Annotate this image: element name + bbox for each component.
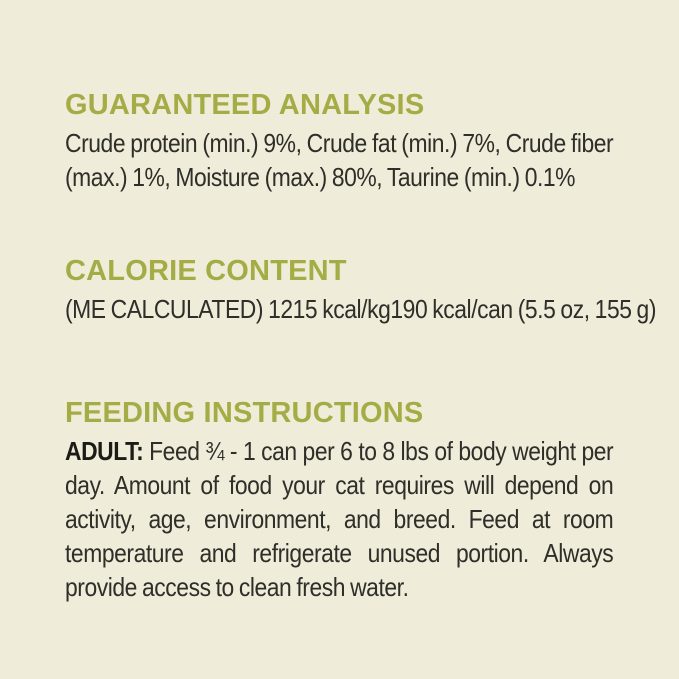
calorie-content-text: (ME CALCULATED) 1215 kcal/kg190 kcal/can (5.5 oz, 155 g): [65, 294, 657, 324]
section-feeding-instructions: [65, 398, 613, 604]
section-guaranteed-analysis: [65, 90, 613, 194]
pet-food-label-panel: [65, 89, 657, 604]
guaranteed-analysis-text: Crude protein (min.) 9%, Crude fat (min.) 7%, Crude fiber (max.) 1%, Moisture (max.) 80%, Taurine (min.) 0.1%: [65, 128, 614, 192]
adult-label: ADULT:: [65, 436, 144, 466]
guaranteed-analysis-heading: GUARANTEED ANALYSIS: [65, 89, 425, 121]
calorie-content-heading: CALORIE CONTENT: [65, 255, 347, 287]
feeding-instructions-text: [65, 434, 613, 604]
feeding-instructions-body: Feed ¾ - 1 can per 6 to 8 lbs of body weight per day. Amount of food your cat requires will depend on activity, age, environment, and breed. Feed at room temperature and refrigerate unused portion. Always provide access to clean fresh water.: [65, 436, 614, 602]
feeding-instructions-heading: FEEDING INSTRUCTIONS: [65, 397, 424, 429]
section-calorie-content: [65, 255, 657, 326]
